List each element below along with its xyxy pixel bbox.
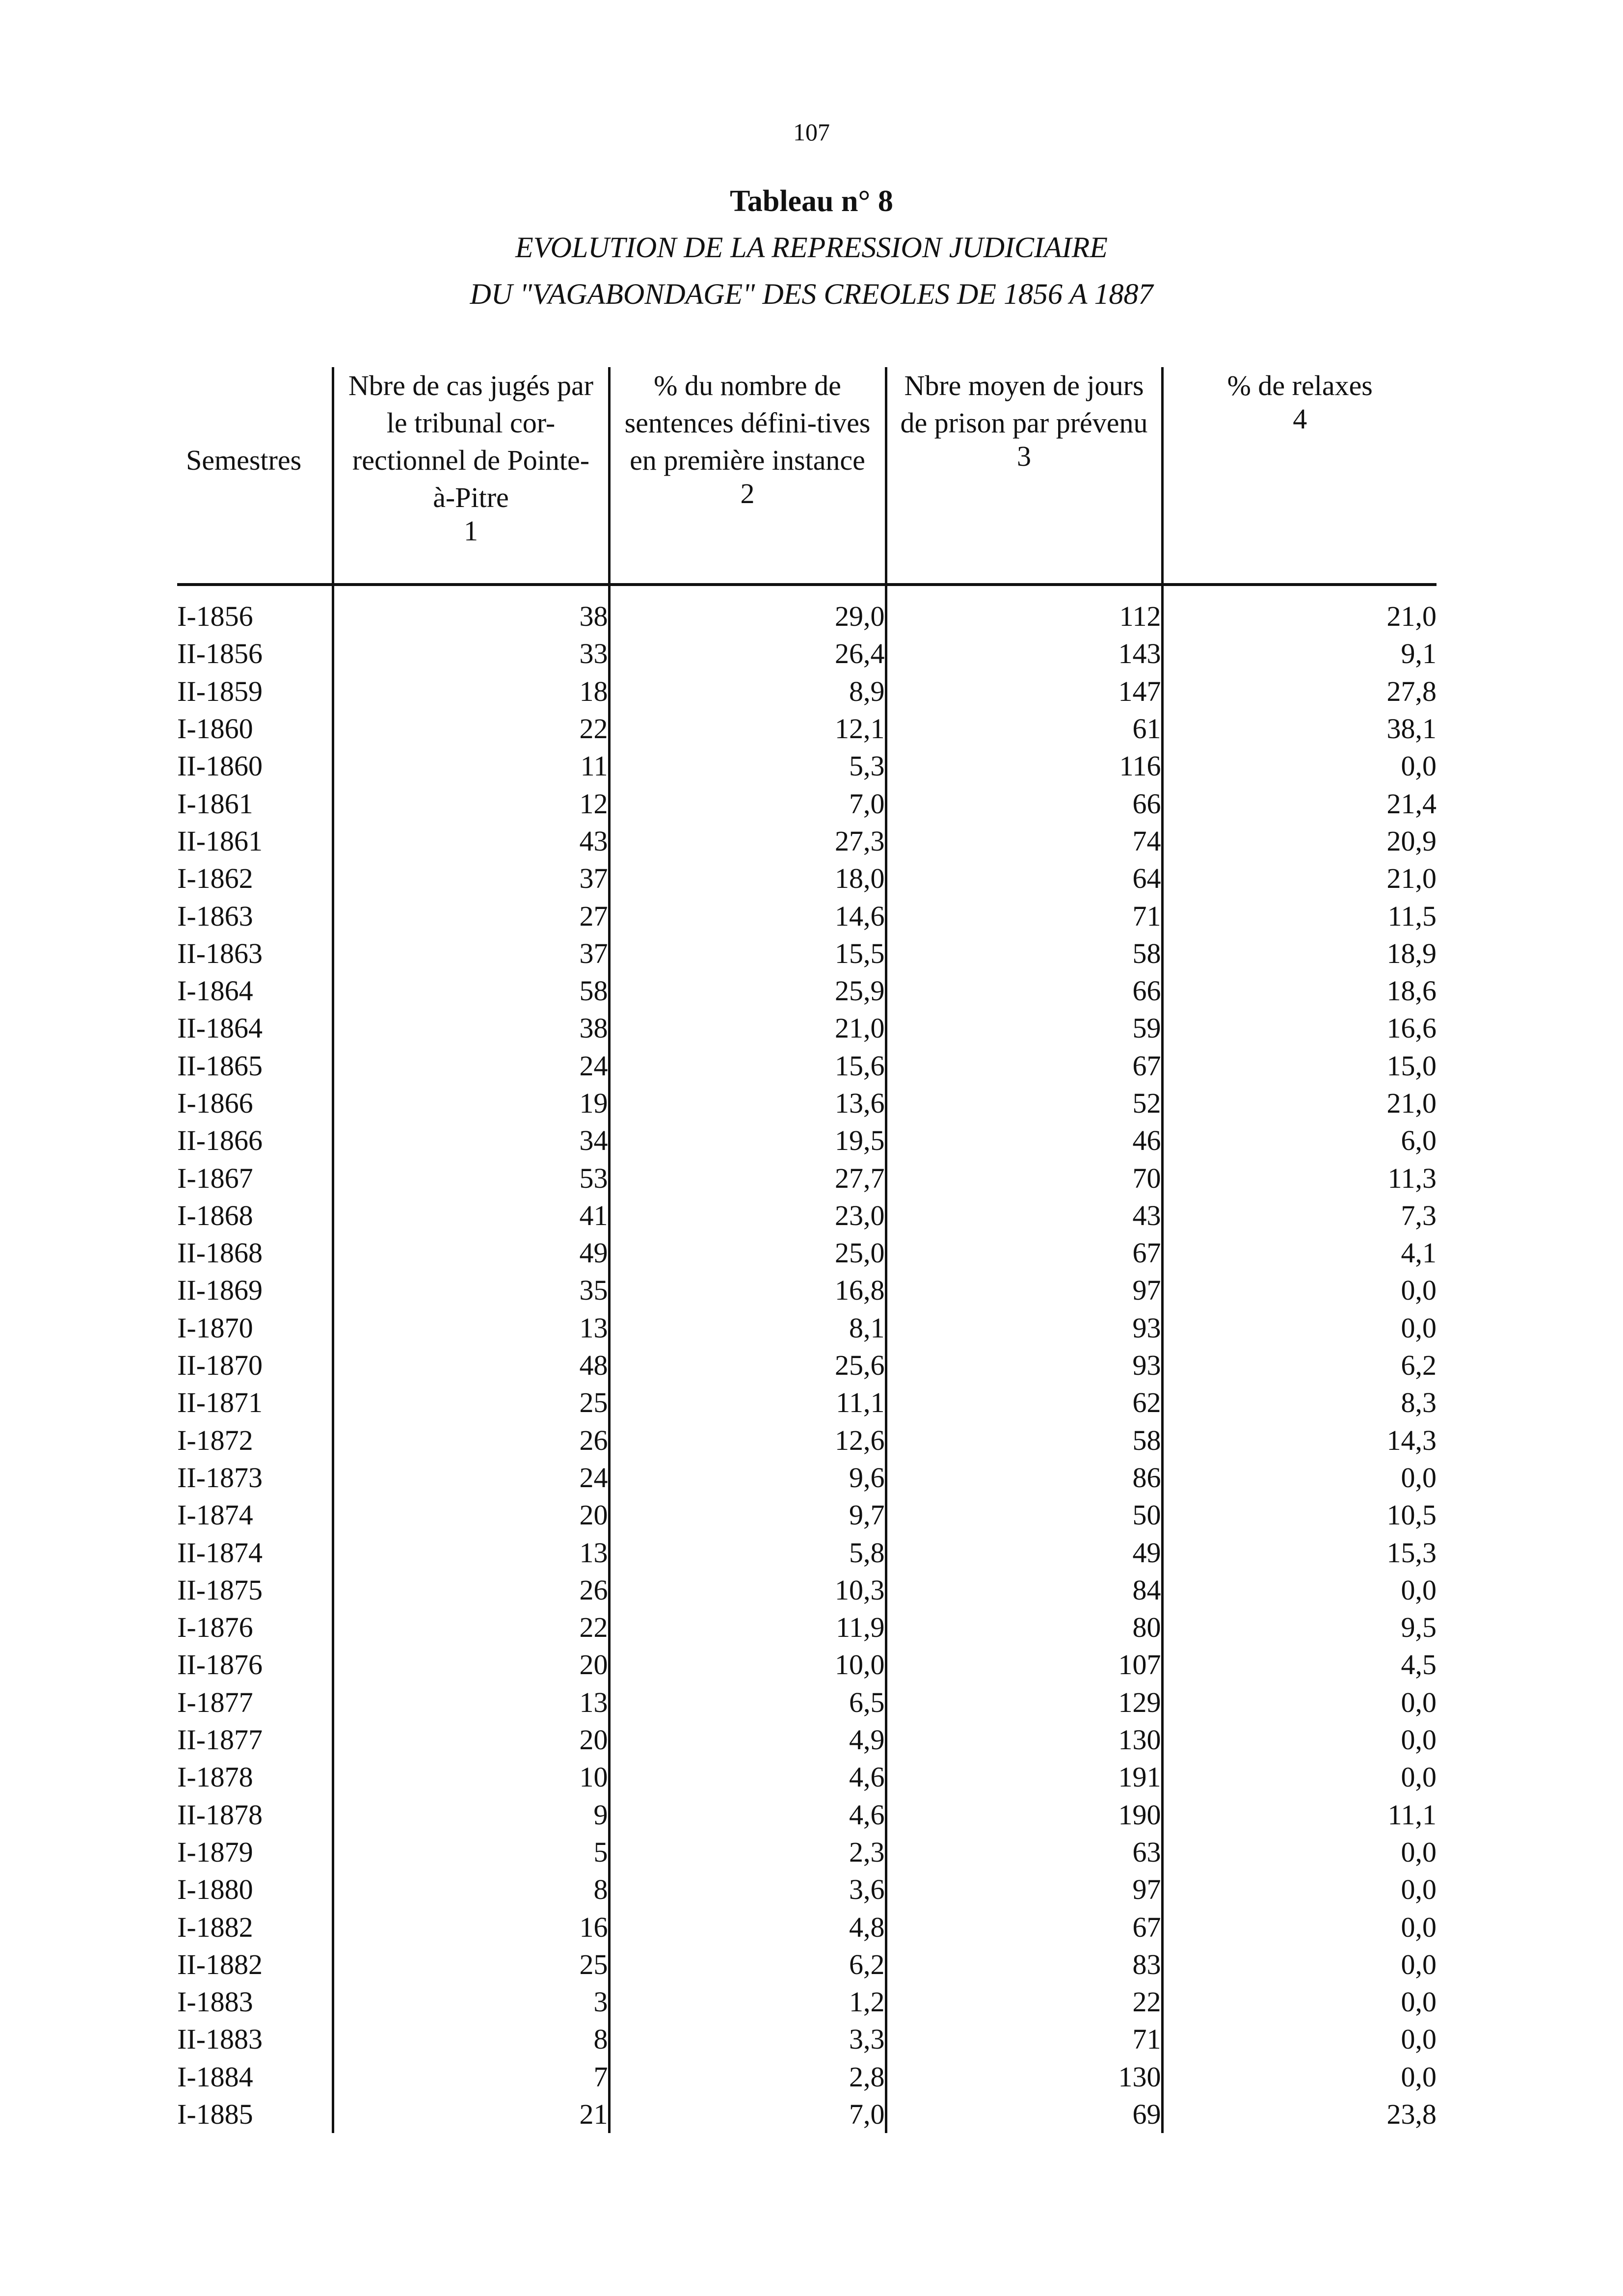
cell-relaxes-pct: 0,0 xyxy=(1162,1983,1437,2021)
header-col-2-number: 2 xyxy=(740,478,755,509)
table-row xyxy=(177,1572,1437,1609)
cell-jours-prison: 66 xyxy=(886,972,1162,1010)
cell-sentences-pct: 5,8 xyxy=(609,1534,886,1571)
cell-cas-juges: 18 xyxy=(333,673,609,710)
table-row xyxy=(177,935,1437,972)
cell-jours-prison: 58 xyxy=(886,935,1162,972)
cell-jours-prison: 64 xyxy=(886,860,1162,897)
table-row xyxy=(177,1309,1437,1347)
table-row xyxy=(177,1272,1437,1309)
table-row xyxy=(177,1759,1437,1796)
cell-relaxes-pct: 18,6 xyxy=(1162,972,1437,1010)
cell-sentences-pct: 10,0 xyxy=(609,1646,886,1683)
table-row xyxy=(177,1459,1437,1496)
cell-relaxes-pct: 11,3 xyxy=(1162,1159,1437,1197)
cell-semestre: I-1863 xyxy=(177,900,253,932)
cell-sentences-pct: 25,6 xyxy=(609,1347,886,1384)
cell-cas-juges: 26 xyxy=(333,1572,609,1609)
cell-jours-prison: 52 xyxy=(886,1085,1162,1122)
table-row xyxy=(177,785,1437,822)
cell-cas-juges: 48 xyxy=(333,1347,609,1384)
cell-cas-juges: 27 xyxy=(333,897,609,934)
cell-sentences-pct: 6,5 xyxy=(609,1684,886,1721)
cell-relaxes-pct: 9,1 xyxy=(1162,635,1437,672)
table-row xyxy=(177,972,1437,1010)
cell-relaxes-pct: 21,4 xyxy=(1162,785,1437,822)
table-row xyxy=(177,1908,1437,1946)
cell-semestre: II-1866 xyxy=(177,1124,263,1157)
cell-relaxes-pct: 9,5 xyxy=(1162,1609,1437,1646)
cell-sentences-pct: 21,0 xyxy=(609,1010,886,1047)
cell-jours-prison: 80 xyxy=(886,1609,1162,1646)
cell-relaxes-pct: 15,3 xyxy=(1162,1534,1437,1571)
statistics-table xyxy=(177,367,1437,2133)
header-col-2-label: % du nombre de sentences défini-tives en première instance xyxy=(624,370,871,476)
cell-semestre: II-1868 xyxy=(177,1237,263,1269)
table-row xyxy=(177,1384,1437,1421)
cell-semestre: II-1873 xyxy=(177,1461,263,1494)
cell-semestre: II-1875 xyxy=(177,1574,263,1606)
cell-jours-prison: 107 xyxy=(886,1646,1162,1683)
cell-relaxes-pct: 0,0 xyxy=(1162,1871,1437,1908)
table-body xyxy=(177,585,1437,2133)
cell-semestre: II-1865 xyxy=(177,1049,263,1082)
header-col-1-number: 1 xyxy=(464,515,478,547)
cell-cas-juges: 7 xyxy=(333,2058,609,2096)
cell-semestre: I-1868 xyxy=(177,1199,253,1231)
cell-relaxes-pct: 6,0 xyxy=(1162,1122,1437,1159)
cell-jours-prison: 50 xyxy=(886,1496,1162,1534)
table-row xyxy=(177,1234,1437,1272)
cell-cas-juges: 13 xyxy=(333,1684,609,1721)
cell-relaxes-pct: 0,0 xyxy=(1162,1684,1437,1721)
cell-relaxes-pct: 4,5 xyxy=(1162,1646,1437,1683)
table-row xyxy=(177,1122,1437,1159)
cell-semestre: II-1871 xyxy=(177,1387,263,1419)
cell-cas-juges: 35 xyxy=(333,1272,609,1309)
header-col-4-number: 4 xyxy=(1293,403,1307,435)
cell-jours-prison: 112 xyxy=(886,585,1162,635)
cell-jours-prison: 71 xyxy=(886,2021,1162,2058)
table-row xyxy=(177,1983,1437,2021)
cell-relaxes-pct: 15,0 xyxy=(1162,1047,1437,1085)
header-col-3-label: Nbre moyen de jours de prison par prévenu xyxy=(900,370,1148,439)
cell-sentences-pct: 29,0 xyxy=(609,585,886,635)
cell-jours-prison: 97 xyxy=(886,1272,1162,1309)
cell-cas-juges: 24 xyxy=(333,1459,609,1496)
cell-sentences-pct: 14,6 xyxy=(609,897,886,934)
table-row xyxy=(177,1047,1437,1085)
header-col-1-label: Nbre de cas jugés par le tribunal cor-rectionnel de Pointe-à-Pitre xyxy=(348,370,594,513)
cell-semestre: I-1885 xyxy=(177,2098,253,2131)
table-row xyxy=(177,1085,1437,1122)
cell-cas-juges: 22 xyxy=(333,710,609,748)
header-row xyxy=(177,367,1437,585)
table-row xyxy=(177,860,1437,897)
cell-semestre: II-1860 xyxy=(177,750,263,782)
cell-cas-juges: 21 xyxy=(333,2096,609,2133)
table-row xyxy=(177,1646,1437,1683)
cell-jours-prison: 74 xyxy=(886,823,1162,860)
table-row xyxy=(177,823,1437,860)
cell-cas-juges: 37 xyxy=(333,860,609,897)
table-row xyxy=(177,1422,1437,1459)
cell-sentences-pct: 19,5 xyxy=(609,1122,886,1159)
cell-cas-juges: 9 xyxy=(333,1796,609,1834)
cell-cas-juges: 24 xyxy=(333,1047,609,1085)
cell-jours-prison: 83 xyxy=(886,1946,1162,1983)
cell-jours-prison: 130 xyxy=(886,2058,1162,2096)
cell-cas-juges: 25 xyxy=(333,1946,609,1983)
cell-jours-prison: 143 xyxy=(886,635,1162,672)
cell-jours-prison: 70 xyxy=(886,1159,1162,1197)
cell-sentences-pct: 9,7 xyxy=(609,1496,886,1534)
cell-relaxes-pct: 0,0 xyxy=(1162,1946,1437,1983)
cell-relaxes-pct: 11,1 xyxy=(1162,1796,1437,1834)
cell-sentences-pct: 4,6 xyxy=(609,1759,886,1796)
cell-cas-juges: 26 xyxy=(333,1422,609,1459)
cell-sentences-pct: 3,6 xyxy=(609,1871,886,1908)
cell-semestre: II-1877 xyxy=(177,1724,263,1756)
cell-cas-juges: 20 xyxy=(333,1646,609,1683)
cell-cas-juges: 19 xyxy=(333,1085,609,1122)
table-row xyxy=(177,1684,1437,1721)
cell-relaxes-pct: 7,3 xyxy=(1162,1197,1437,1234)
cell-jours-prison: 22 xyxy=(886,1983,1162,2021)
cell-jours-prison: 130 xyxy=(886,1721,1162,1759)
table-row xyxy=(177,2021,1437,2058)
cell-relaxes-pct: 10,5 xyxy=(1162,1496,1437,1534)
cell-jours-prison: 46 xyxy=(886,1122,1162,1159)
cell-relaxes-pct: 0,0 xyxy=(1162,1721,1437,1759)
cell-sentences-pct: 2,8 xyxy=(609,2058,886,2096)
cell-sentences-pct: 25,0 xyxy=(609,1234,886,1272)
cell-relaxes-pct: 11,5 xyxy=(1162,897,1437,934)
cell-cas-juges: 20 xyxy=(333,1496,609,1534)
table-row xyxy=(177,1010,1437,1047)
cell-sentences-pct: 18,0 xyxy=(609,860,886,897)
table-row xyxy=(177,1534,1437,1571)
cell-jours-prison: 67 xyxy=(886,1908,1162,1946)
cell-jours-prison: 62 xyxy=(886,1384,1162,1421)
cell-jours-prison: 67 xyxy=(886,1047,1162,1085)
cell-sentences-pct: 11,1 xyxy=(609,1384,886,1421)
table-row xyxy=(177,1946,1437,1983)
cell-semestre: I-1856 xyxy=(177,600,253,633)
cell-jours-prison: 86 xyxy=(886,1459,1162,1496)
cell-semestre: I-1874 xyxy=(177,1499,253,1531)
cell-relaxes-pct: 0,0 xyxy=(1162,2058,1437,2096)
cell-semestre: I-1872 xyxy=(177,1424,253,1456)
cell-semestre: II-1882 xyxy=(177,1948,263,1980)
cell-semestre: I-1864 xyxy=(177,975,253,1007)
cell-semestre: II-1883 xyxy=(177,2023,263,2056)
cell-relaxes-pct: 0,0 xyxy=(1162,1908,1437,1946)
cell-semestre: I-1862 xyxy=(177,862,253,895)
cell-semestre: I-1884 xyxy=(177,2060,253,2093)
cell-sentences-pct: 11,9 xyxy=(609,1609,886,1646)
cell-semestre: I-1879 xyxy=(177,1836,253,1868)
cell-relaxes-pct: 0,0 xyxy=(1162,748,1437,785)
cell-cas-juges: 20 xyxy=(333,1721,609,1759)
cell-relaxes-pct: 0,0 xyxy=(1162,1272,1437,1309)
cell-cas-juges: 8 xyxy=(333,1871,609,1908)
cell-relaxes-pct: 6,2 xyxy=(1162,1347,1437,1384)
header-col-4 xyxy=(1162,367,1437,585)
table-subtitle-line-1: EVOLUTION DE LA REPRESSION JUDICIAIRE xyxy=(515,231,1108,264)
cell-cas-juges: 11 xyxy=(333,748,609,785)
header-col-4-label: % de relaxes xyxy=(1227,370,1373,401)
cell-cas-juges: 3 xyxy=(333,1983,609,2021)
cell-semestre: II-1863 xyxy=(177,937,263,969)
cell-relaxes-pct: 0,0 xyxy=(1162,2021,1437,2058)
cell-jours-prison: 66 xyxy=(886,785,1162,822)
cell-sentences-pct: 13,6 xyxy=(609,1085,886,1122)
cell-cas-juges: 12 xyxy=(333,785,609,822)
cell-relaxes-pct: 8,3 xyxy=(1162,1384,1437,1421)
table-row xyxy=(177,1159,1437,1197)
cell-semestre: II-1856 xyxy=(177,638,263,670)
cell-relaxes-pct: 0,0 xyxy=(1162,1459,1437,1496)
table-row xyxy=(177,585,1437,635)
cell-sentences-pct: 7,0 xyxy=(609,785,886,822)
cell-sentences-pct: 1,2 xyxy=(609,1983,886,2021)
cell-relaxes-pct: 16,6 xyxy=(1162,1010,1437,1047)
cell-cas-juges: 5 xyxy=(333,1834,609,1871)
cell-sentences-pct: 27,7 xyxy=(609,1159,886,1197)
cell-jours-prison: 58 xyxy=(886,1422,1162,1459)
cell-jours-prison: 84 xyxy=(886,1572,1162,1609)
cell-semestre: II-1859 xyxy=(177,675,263,707)
cell-sentences-pct: 26,4 xyxy=(609,635,886,672)
cell-relaxes-pct: 21,0 xyxy=(1162,1085,1437,1122)
cell-semestre: I-1861 xyxy=(177,787,253,820)
cell-cas-juges: 33 xyxy=(333,635,609,672)
cell-cas-juges: 8 xyxy=(333,2021,609,2058)
table-row xyxy=(177,1721,1437,1759)
cell-semestre: I-1883 xyxy=(177,1986,253,2018)
cell-semestre: II-1864 xyxy=(177,1012,263,1044)
cell-sentences-pct: 7,0 xyxy=(609,2096,886,2133)
cell-relaxes-pct: 20,9 xyxy=(1162,823,1437,860)
cell-sentences-pct: 5,3 xyxy=(609,748,886,785)
cell-jours-prison: 147 xyxy=(886,673,1162,710)
cell-semestre: I-1876 xyxy=(177,1611,253,1644)
cell-semestre: I-1880 xyxy=(177,1873,253,1906)
table-row xyxy=(177,1197,1437,1234)
cell-semestre: II-1861 xyxy=(177,825,263,857)
cell-relaxes-pct: 21,0 xyxy=(1162,860,1437,897)
cell-relaxes-pct: 18,9 xyxy=(1162,935,1437,972)
header-col-3 xyxy=(886,367,1162,585)
cell-sentences-pct: 4,6 xyxy=(609,1796,886,1834)
cell-cas-juges: 34 xyxy=(333,1122,609,1159)
table-row xyxy=(177,673,1437,710)
cell-jours-prison: 69 xyxy=(886,2096,1162,2133)
table-row xyxy=(177,2058,1437,2096)
cell-semestre: I-1877 xyxy=(177,1686,253,1718)
cell-relaxes-pct: 14,3 xyxy=(1162,1422,1437,1459)
table-row xyxy=(177,635,1437,672)
cell-jours-prison: 63 xyxy=(886,1834,1162,1871)
cell-cas-juges: 22 xyxy=(333,1609,609,1646)
cell-cas-juges: 38 xyxy=(333,1010,609,1047)
cell-jours-prison: 61 xyxy=(886,710,1162,748)
cell-relaxes-pct: 38,1 xyxy=(1162,710,1437,748)
cell-jours-prison: 93 xyxy=(886,1347,1162,1384)
cell-sentences-pct: 23,0 xyxy=(609,1197,886,1234)
cell-cas-juges: 25 xyxy=(333,1384,609,1421)
cell-sentences-pct: 27,3 xyxy=(609,823,886,860)
cell-semestre: II-1876 xyxy=(177,1649,263,1681)
cell-jours-prison: 129 xyxy=(886,1684,1162,1721)
cell-semestre: I-1878 xyxy=(177,1761,253,1793)
table-subtitle-line-2: DU "VAGABONDAGE" DES CREOLES DE 1856 A 1887 xyxy=(470,278,1153,310)
cell-jours-prison: 59 xyxy=(886,1010,1162,1047)
table-row xyxy=(177,1834,1437,1871)
cell-jours-prison: 43 xyxy=(886,1197,1162,1234)
header-col-3-number: 3 xyxy=(1017,440,1031,472)
cell-sentences-pct: 2,3 xyxy=(609,1834,886,1871)
cell-jours-prison: 116 xyxy=(886,748,1162,785)
cell-relaxes-pct: 21,0 xyxy=(1162,585,1437,635)
cell-cas-juges: 58 xyxy=(333,972,609,1010)
cell-jours-prison: 190 xyxy=(886,1796,1162,1834)
cell-sentences-pct: 15,5 xyxy=(609,935,886,972)
cell-relaxes-pct: 0,0 xyxy=(1162,1572,1437,1609)
cell-sentences-pct: 8,9 xyxy=(609,673,886,710)
cell-sentences-pct: 4,8 xyxy=(609,1908,886,1946)
table-row xyxy=(177,710,1437,748)
header-col-1 xyxy=(333,367,609,585)
cell-sentences-pct: 12,6 xyxy=(609,1422,886,1459)
cell-semestre: I-1870 xyxy=(177,1311,253,1344)
table-row xyxy=(177,1871,1437,1908)
cell-jours-prison: 49 xyxy=(886,1534,1162,1571)
cell-relaxes-pct: 27,8 xyxy=(1162,673,1437,710)
table-title: Tableau n° 8 xyxy=(730,185,893,218)
cell-sentences-pct: 12,1 xyxy=(609,710,886,748)
cell-jours-prison: 67 xyxy=(886,1234,1162,1272)
table-row xyxy=(177,1796,1437,1834)
header-semestres: Semestres xyxy=(177,367,333,585)
cell-cas-juges: 43 xyxy=(333,823,609,860)
cell-sentences-pct: 9,6 xyxy=(609,1459,886,1496)
cell-jours-prison: 191 xyxy=(886,1759,1162,1796)
cell-cas-juges: 13 xyxy=(333,1309,609,1347)
cell-semestre: II-1869 xyxy=(177,1274,263,1307)
cell-sentences-pct: 25,9 xyxy=(609,972,886,1010)
cell-semestre: II-1870 xyxy=(177,1349,263,1382)
cell-relaxes-pct: 23,8 xyxy=(1162,2096,1437,2133)
cell-cas-juges: 49 xyxy=(333,1234,609,1272)
cell-semestre: I-1860 xyxy=(177,713,253,745)
cell-relaxes-pct: 0,0 xyxy=(1162,1759,1437,1796)
cell-semestre: I-1866 xyxy=(177,1087,253,1119)
cell-jours-prison: 97 xyxy=(886,1871,1162,1908)
cell-sentences-pct: 3,3 xyxy=(609,2021,886,2058)
cell-semestre: II-1878 xyxy=(177,1798,263,1831)
cell-sentences-pct: 10,3 xyxy=(609,1572,886,1609)
cell-cas-juges: 16 xyxy=(333,1908,609,1946)
header-col-2 xyxy=(609,367,886,585)
cell-sentences-pct: 6,2 xyxy=(609,1946,886,1983)
table-row xyxy=(177,748,1437,785)
cell-cas-juges: 37 xyxy=(333,935,609,972)
table-row xyxy=(177,897,1437,934)
cell-cas-juges: 13 xyxy=(333,1534,609,1571)
cell-relaxes-pct: 4,1 xyxy=(1162,1234,1437,1272)
cell-cas-juges: 38 xyxy=(333,585,609,635)
cell-cas-juges: 41 xyxy=(333,1197,609,1234)
cell-sentences-pct: 4,9 xyxy=(609,1721,886,1759)
table-row xyxy=(177,1347,1437,1384)
cell-sentences-pct: 16,8 xyxy=(609,1272,886,1309)
cell-cas-juges: 10 xyxy=(333,1759,609,1796)
table-row xyxy=(177,1496,1437,1534)
cell-relaxes-pct: 0,0 xyxy=(1162,1309,1437,1347)
cell-sentences-pct: 8,1 xyxy=(609,1309,886,1347)
table-row xyxy=(177,2096,1437,2133)
cell-sentences-pct: 15,6 xyxy=(609,1047,886,1085)
cell-relaxes-pct: 0,0 xyxy=(1162,1834,1437,1871)
table-row xyxy=(177,1609,1437,1646)
cell-semestre: I-1882 xyxy=(177,1911,253,1943)
cell-jours-prison: 71 xyxy=(886,897,1162,934)
cell-cas-juges: 53 xyxy=(333,1159,609,1197)
cell-semestre: I-1867 xyxy=(177,1162,253,1194)
cell-semestre: II-1874 xyxy=(177,1536,263,1569)
cell-jours-prison: 93 xyxy=(886,1309,1162,1347)
page-number: 107 xyxy=(793,118,830,146)
